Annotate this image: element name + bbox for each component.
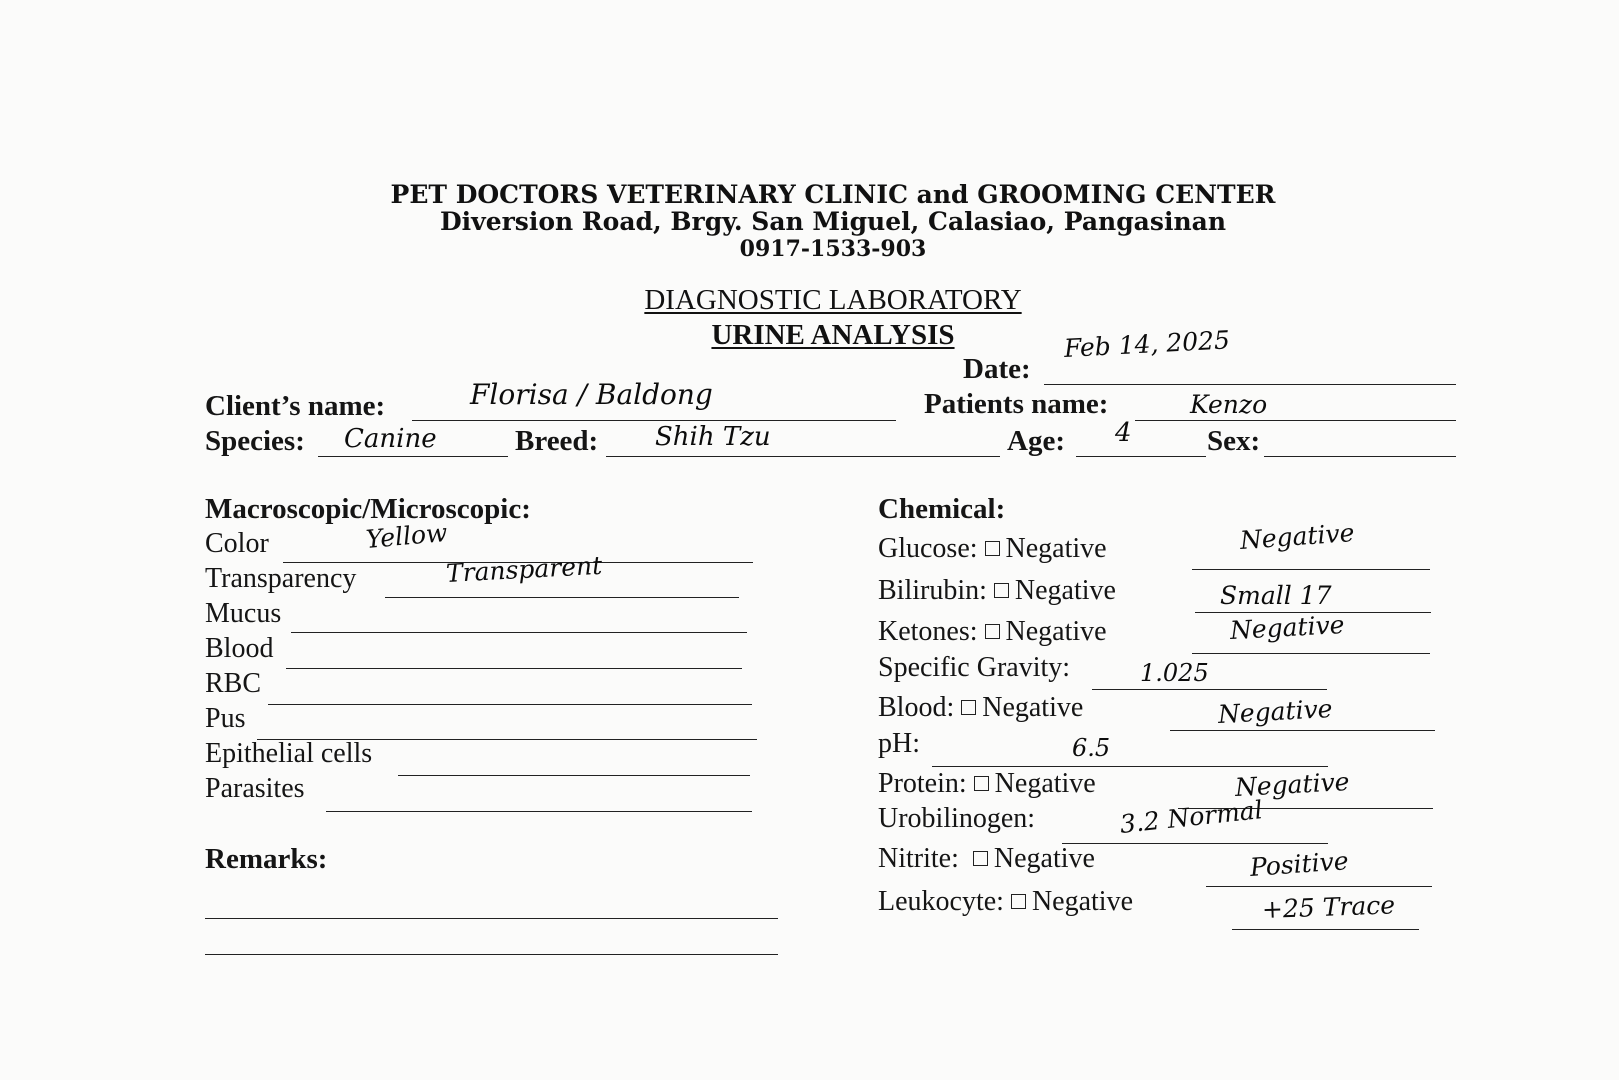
rbc-label: RBC	[205, 668, 262, 699]
bilirubin-row	[878, 575, 1116, 607]
blood-chem-line	[1170, 730, 1435, 731]
ketones-row	[878, 616, 1107, 648]
breed-line	[606, 456, 1000, 457]
specific-gravity-value: 1.025	[1140, 659, 1209, 687]
sex-label: Sex:	[1207, 425, 1261, 457]
species-line	[318, 456, 508, 457]
leukocyte-label: Leukocyte:	[878, 886, 1004, 917]
breed-label: Breed:	[515, 425, 599, 457]
sex-line	[1264, 456, 1456, 457]
epithelial-line	[398, 775, 750, 776]
mucus-line	[291, 632, 747, 633]
age-value: 4	[1115, 418, 1132, 448]
blood-chem-row	[878, 692, 1083, 724]
urobilinogen-value: 3.2 Normal	[1118, 795, 1264, 839]
protein-checkbox	[974, 776, 989, 791]
client-name-line	[412, 420, 896, 421]
blood-chem-negative-option: Negative	[982, 692, 1084, 723]
nitrite-checkbox	[973, 851, 988, 866]
ketones-value: Negative	[1229, 610, 1346, 645]
department-title: DIAGNOSTIC LABORATORY	[644, 284, 1022, 316]
urobilinogen-line	[1062, 843, 1328, 844]
pus-label: Pus	[205, 703, 246, 734]
patient-name-value: Kenzo	[1190, 390, 1268, 419]
ketones-checkbox	[985, 624, 1000, 639]
age-line	[1076, 456, 1206, 457]
client-name-label: Client’s name:	[205, 390, 386, 422]
clinic-name: PET DOCTORS VETERINARY CLINIC and GROOMING CENTER	[390, 180, 1276, 209]
protein-row	[878, 768, 1096, 800]
blood-chem-value: Negative	[1217, 694, 1334, 729]
glucose-value: Negative	[1238, 518, 1356, 555]
ketones-line	[1192, 653, 1430, 654]
urobilinogen-label: Urobilinogen:	[878, 803, 1036, 834]
glucose-label: Glucose:	[878, 533, 978, 564]
macroscopic-heading: Macroscopic/Microscopic:	[205, 493, 531, 525]
blood-chem-label: Blood:	[878, 692, 955, 723]
bilirubin-value: Small 17	[1220, 581, 1332, 610]
bilirubin-checkbox	[994, 583, 1009, 598]
ph-label: pH:	[878, 728, 920, 759]
glucose-line	[1192, 569, 1430, 570]
blood-chem-checkbox	[961, 700, 976, 715]
leukocyte-negative-option: Negative	[1031, 886, 1134, 917]
protein-negative-option: Negative	[994, 768, 1096, 799]
specific-gravity-label: Specific Gravity:	[878, 652, 1071, 683]
bilirubin-negative-option: Negative	[1014, 575, 1116, 606]
ph-line	[932, 766, 1328, 767]
patient-name-line	[1135, 420, 1456, 421]
species-value: Canine	[344, 424, 437, 454]
parasites-line	[326, 811, 752, 812]
blood-micro-line	[286, 668, 742, 669]
protein-value: Negative	[1234, 767, 1351, 802]
remarks-label: Remarks:	[205, 843, 328, 875]
glucose-row	[878, 533, 1107, 565]
ketones-label: Ketones:	[878, 616, 978, 647]
age-label: Age:	[1007, 425, 1065, 457]
client-name-value: Florisa / Baldong	[470, 378, 713, 411]
bilirubin-label: Bilirubin:	[878, 575, 987, 606]
leukocyte-value: +25 Trace	[1261, 890, 1396, 924]
nitrite-line	[1206, 886, 1432, 887]
protein-label: Protein:	[878, 768, 967, 799]
test-title: URINE ANALYSIS	[711, 319, 955, 351]
nitrite-label: Nitrite:	[878, 843, 959, 874]
specific-gravity-line	[1092, 689, 1327, 690]
patient-name-label: Patients name:	[924, 388, 1109, 420]
mucus-label: Mucus	[205, 598, 282, 629]
epithelial-label: Epithelial cells	[205, 738, 373, 769]
nitrite-negative-option: Negative	[993, 843, 1095, 874]
color-label: Color	[205, 528, 269, 559]
nitrite-row	[878, 843, 1095, 875]
species-label: Species:	[205, 425, 305, 457]
chemical-heading: Chemical:	[878, 493, 1006, 525]
ph-value: 6.5	[1072, 734, 1111, 762]
breed-value: Shih Tzu	[655, 422, 771, 452]
glucose-checkbox	[985, 541, 1000, 556]
date-label: Date:	[963, 353, 1031, 385]
nitrite-value: Positive	[1248, 846, 1350, 882]
remarks-line-1	[205, 918, 778, 919]
parasites-label: Parasites	[205, 773, 305, 804]
clinic-phone: 0917-1533-903	[739, 236, 927, 262]
leukocyte-checkbox	[1011, 894, 1026, 909]
remarks-line-2	[205, 954, 778, 955]
rbc-line	[268, 704, 752, 705]
leukocyte-line	[1232, 929, 1419, 930]
date-value: Feb 14, 2025	[1063, 325, 1231, 363]
transparency-line	[385, 597, 739, 598]
blood-micro-label: Blood	[205, 633, 274, 664]
clinic-address: Diversion Road, Brgy. San Miguel, Calasiao, Pangasinan	[439, 207, 1226, 236]
transparency-label: Transparency	[205, 563, 357, 594]
leukocyte-row	[878, 886, 1133, 918]
ketones-negative-option: Negative	[1005, 616, 1107, 647]
glucose-negative-option: Negative	[1005, 533, 1107, 564]
transparency-value: Transparent	[445, 550, 603, 588]
date-line	[1044, 384, 1456, 385]
color-value: Yellow	[364, 517, 449, 554]
